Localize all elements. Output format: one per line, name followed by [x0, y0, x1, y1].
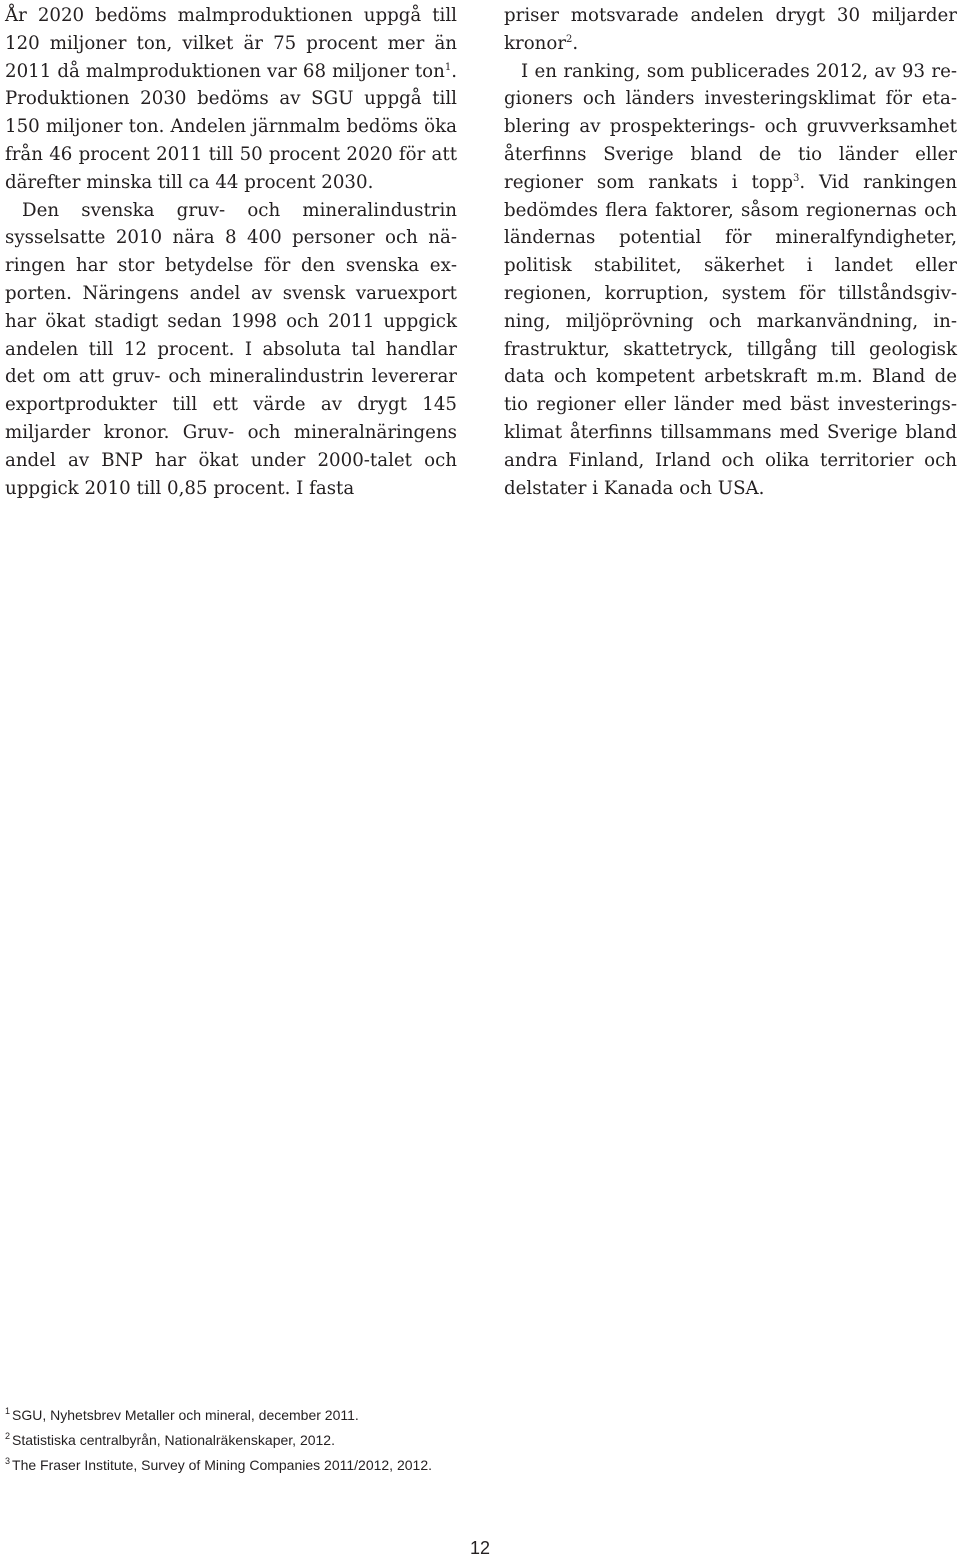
page-number: 12 [469, 1538, 491, 1558]
footnote-2 [5, 1428, 705, 1453]
paragraph-text: I en ranking, som publicerades 2012, av 93 regioners och länders investeringsklimat för etablering av prospekterings- och gruvverksamhet återfinns Sverige bland de tio länder eller regioner som rankats i topp [504, 60, 957, 193]
footnote-text: The Fraser Institute, Survey of Mining Companies 2011/2012, 2012. [12, 1457, 432, 1473]
paragraph-sysselsattning: Den svenska gruv- och mineralindustrin sysselsatte 2010 nära 8 400 personer och näringen har stor betydelse för den svenska exporten. Näringens andel av svensk varuexport har ökat stadigt sedan 1998 och 2011 uppgick andelen till 12 procent. I absoluta tal handlar det om att gruv- och mineralindustrin levererar exportprodukter till ett värde av drygt 145 miljarder kronor. Gruv- och mineralnäringens andel av BNP har ökat under 2000-talet och uppgick 2010 till 0,85 procent. I fasta [5, 199, 457, 499]
footnote-ref-2[interactable]: 2 [566, 33, 573, 45]
paragraph-fasta-priser [504, 2, 957, 58]
footnote-ref-1[interactable]: 1 [444, 61, 452, 73]
footnote-marker: 1 [5, 1406, 11, 1417]
footnote-marker: 3 [5, 1456, 11, 1467]
paragraph-ranking [504, 58, 957, 503]
footnote-3 [5, 1453, 705, 1478]
left-text-column [5, 2, 457, 502]
footnote-1 [5, 1403, 705, 1428]
paragraph-text: . Produktionen 2030 bedöms av SGU uppgå till 150 miljoner ton. Andelen järnmalm bedöms öka från 46 procent 2011 till 50 procent 2020 för att därefter minska till ca 44 procent 2030. [5, 60, 457, 193]
paragraph-text: . Vid rankingen bedömdes flera faktorer, såsom regionernas och ländernas potential för mineralfyndigheter, politisk stabilitet, säkerhet i landet eller regionen, korruption, system för tillståndsgivning, miljöprövning och markanvändning, infrastruktur, skattetryck, tillgång till geologisk data och kompetent arbetskraft m.m. Bland de tio regioner eller länder med bäst investeringsklimat återfinns tillsammans med Sverige bland andra Finland, Irland och olika territorier och delstater i Kanada och USA. [504, 171, 958, 499]
paragraph-text: priser motsvarade andelen drygt 30 miljarder kronor [504, 5, 957, 54]
footnote-text: SGU, Nyhetsbrev Metaller och mineral, december 2011. [12, 1407, 359, 1423]
paragraph-malmproduktion [5, 2, 457, 197]
paragraph-text: . [572, 32, 579, 54]
footnotes [5, 1403, 705, 1478]
right-text-column [504, 2, 957, 502]
footnote-text: Statistiska centralbyrån, Nationalräkenskaper, 2012. [12, 1432, 335, 1448]
paragraph-text: År 2020 bedöms malmproduktionen uppgå till 120 miljoner ton, vilket är 75 procent mer än 2011 då malmproduktionen var 68 miljoner ton [5, 5, 457, 82]
footnote-marker: 2 [5, 1431, 11, 1442]
footnote-ref-3[interactable]: 3 [793, 172, 800, 184]
